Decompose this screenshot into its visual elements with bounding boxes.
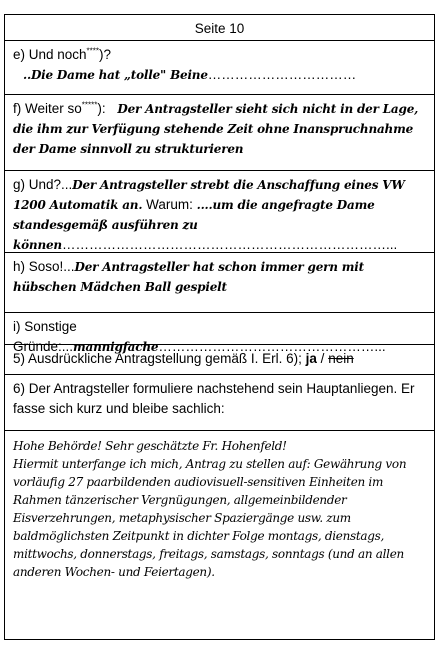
row-f-label: f) Weiter so [13, 101, 82, 116]
row-g-answer-2: ....um die angefragte Dame standesgemäß ausführen zu können [13, 198, 375, 252]
row-f [4, 94, 435, 170]
row-h-label: h) Soso!... [13, 259, 75, 274]
row-i-label: i) Sonstige Gründe:... [13, 319, 77, 354]
row-5-label: 5) Ausdrückliche Antragstellung gemäß I. Erl. 6); [13, 351, 302, 366]
row-6-label: 6) Der Antragsteller formuliere nachstehend sein Hauptanliegen. Er fasse sich kurz und bleibe sachlich: [13, 381, 415, 416]
row-e-label: e) Und noch [13, 47, 87, 62]
row-h-answer: Der Antragsteller hat schon immer gern mit hübschen Mädchen Ball gespielt [13, 260, 364, 294]
letter-salutation-text: Hohe Behörde! Sehr geschätzte Fr. Hohenfeld! [13, 439, 287, 453]
row-g-dots: ………………………………………………………………... [61, 237, 398, 252]
row-g-warum: Warum: [146, 197, 193, 212]
row-h [4, 252, 435, 312]
row-f-label-end: ): [97, 101, 106, 116]
letter-salutation [13, 437, 426, 455]
letter-body: Hiermit unterfange ich mich, Antrag zu stellen auf: Gewährung von vorläufig 27 paarbildenden audiovisuell-sensitiven Einheiten im Rahmen tänzerischer Vergnügungen, allgemeinbildender Eisverzehrungen, metaphysischer Spaziergänge usw. zum baldmöglichsten Zeitpunkt in dichter Folge montags, dienstags, mittwochs, donnerstags, freitags, samstags, sonntags (und an allen anderen Wochen- und Feiertagen). [13, 457, 407, 579]
row-g-answer-1: Der Antragsteller strebt die Anschaffung eines VW 1200 Automatik an. [13, 178, 405, 212]
row-5-no: nein [328, 351, 354, 366]
letter-box [4, 430, 435, 640]
page-header [4, 14, 435, 40]
row-e-label-end: )? [99, 47, 112, 62]
row-e-dots: …………………………… [207, 67, 357, 82]
row-6 [4, 374, 435, 430]
row-i [4, 312, 435, 354]
page-label: Seite 10 [194, 21, 245, 36]
row-f-answer: Der Antragsteller sieht sich nicht in der Lage, die ihm zur Verfügung stehende Zeit ohne Inanspruchnahme der Dame sinnvoll zu strukturieren [13, 102, 419, 156]
row-5-yes: ja [305, 351, 317, 366]
row-i-answer: mannigfache [73, 340, 159, 354]
row-g-label: g) Und?... [13, 177, 73, 192]
row-g [4, 170, 435, 252]
row-5-sep: / [316, 351, 329, 366]
row-f-sup: ***** [81, 100, 98, 110]
row-5 [4, 344, 435, 374]
row-e-answer: ..Die Dame hat „tolle" Beine [23, 68, 208, 82]
row-e [4, 40, 435, 94]
row-e-sup: **** [86, 46, 99, 56]
row-i-dots: …………………………………………... [158, 339, 386, 354]
